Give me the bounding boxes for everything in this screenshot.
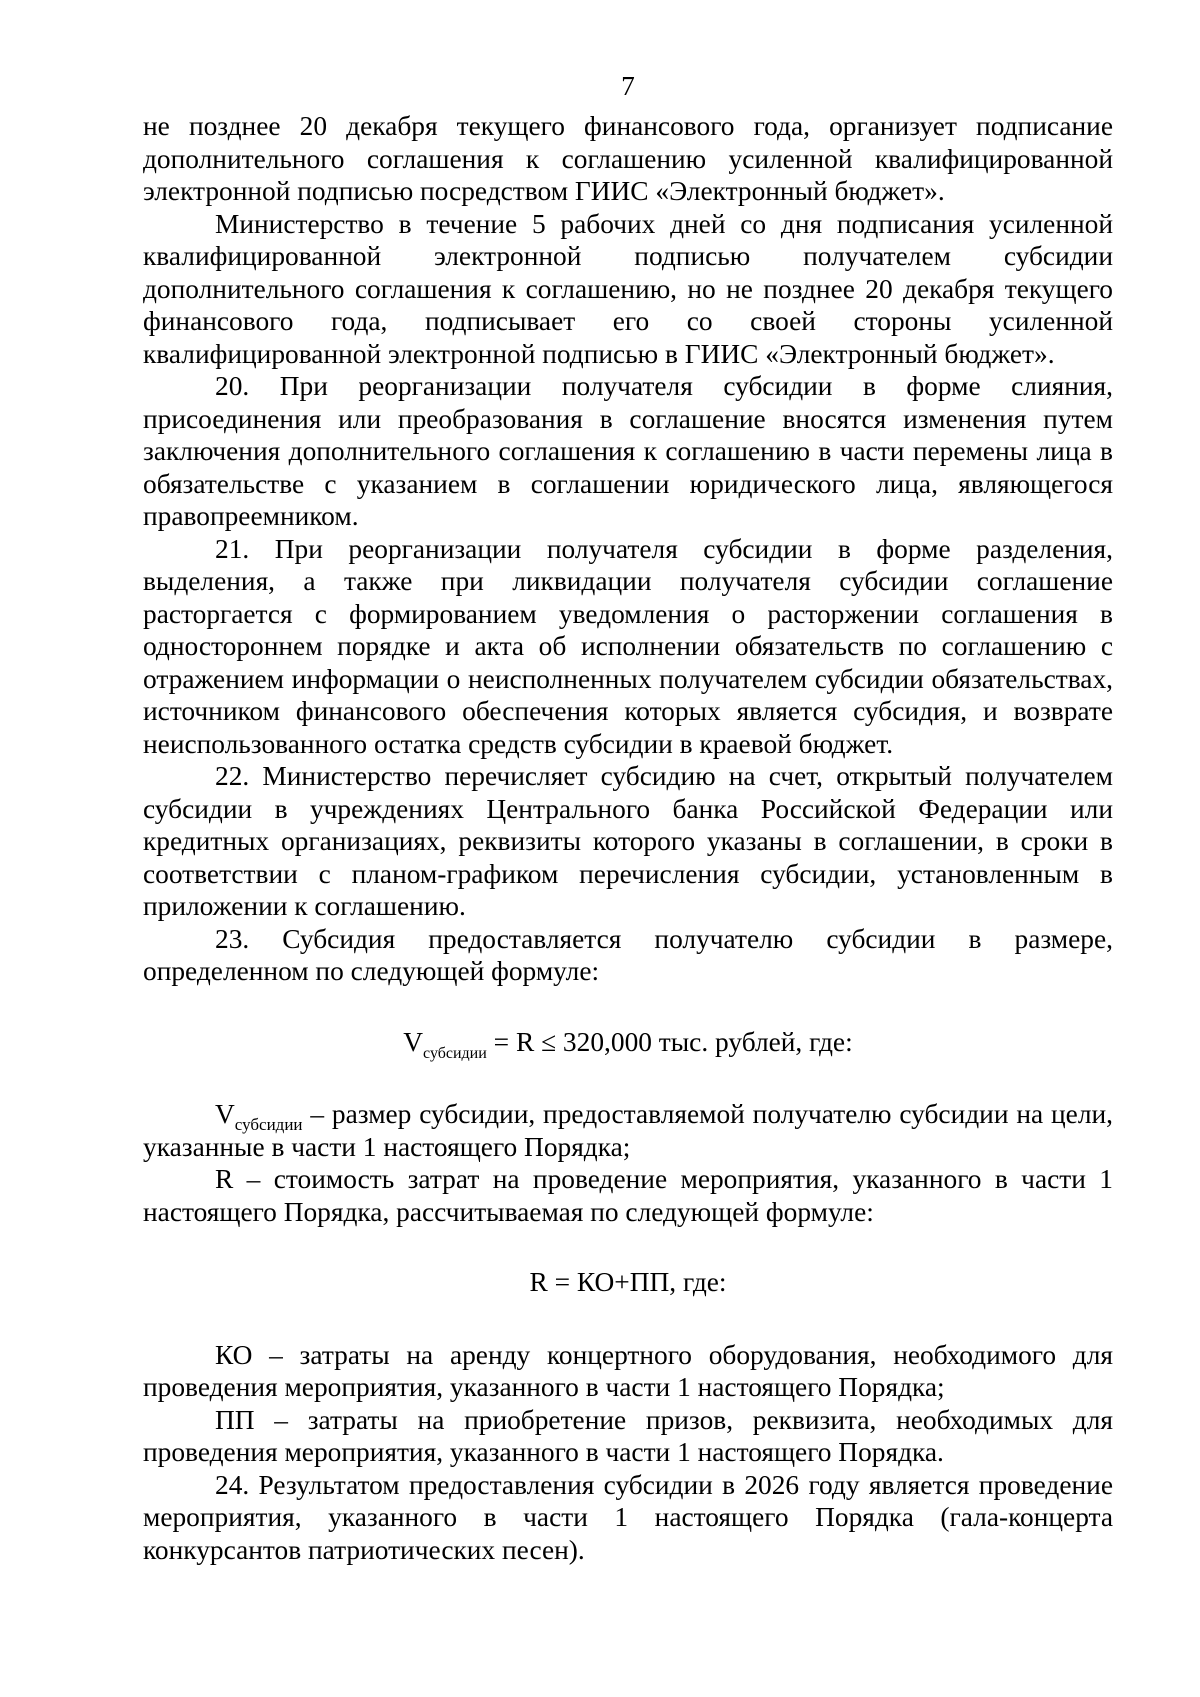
paragraph-24: 24. Результатом предоставления субсидии в 2026 году является проведение мероприятия, указанного в части 1 настоящего Порядка (гала-концерта конкурсантов патриотических песен). <box>143 1469 1113 1565</box>
definition-pp: ПП – затраты на приобретение призов, реквизита, необходимых для проведения мероприятия, указанного в части 1 настоящего Порядка. <box>143 1404 1113 1467</box>
definition-ko: КО – затраты на аренду концертного оборудования, необходимого для проведения мероприятия, указанного в части 1 настоящего Порядка; <box>143 1339 1113 1402</box>
definition-v-subsidy <box>143 1098 1113 1163</box>
document-page <box>143 70 1113 1566</box>
formula-subsidy-var: V <box>403 1026 424 1057</box>
formula-r: R = КО+ПП, где: <box>529 1267 727 1297</box>
definition-r: R – стоимость затрат на проведение мероприятия, указанного в части 1 настоящего Порядка, рассчитываемая по следующей формуле: <box>143 1164 1113 1227</box>
page-number: 7 <box>621 71 635 101</box>
definition-v-var: V <box>215 1099 235 1129</box>
definition-v-text: – размер субсидии, предоставляемой получателю субсидии на цели, указанные в части 1 настоящего Порядка; <box>143 1099 1113 1162</box>
paragraph-ministry-signing: Министерство в течение 5 рабочих дней со дня подписания усиленной квалифицированной электронной подписью получателем субсидии дополнительного соглашения к соглашению, но не позднее 20 декабря текущего финансового года, подписывает его со своей стороны усиленной квалифицированной электронной подписью в ГИИС «Электронный бюджет». <box>143 208 1113 369</box>
paragraph-continuation: не позднее 20 декабря текущего финансового года, организует подписание дополнительного соглашения к соглашению усиленной квалифицированной электронной подписью посредством ГИИС «Электронный бюджет». <box>143 111 1113 206</box>
paragraph-21: 21. При реорганизации получателя субсидии в форме разделения, выделения, а также при ликвидации получателя субсидии соглашение расторгается с формированием уведомления о расторжении соглашения в одностороннем порядке и акта об исполнении обязательств по соглашению с отражением информации о неисполненных получателем субсидии обязательствах, источником финансового обеспечения которых является субсидия, и возврате неиспользованного остатка средств субсидии в краевой бюджет. <box>143 533 1113 759</box>
formula-subsidy-rest: = R ≤ 320,000 тыс. рублей, где: <box>486 1026 853 1057</box>
formula-subsidy-subscript: субсидии <box>423 1044 487 1062</box>
paragraph-22: 22. Министерство перечисляет субсидию на счет, открытый получателем субсидии в учреждениях Центрального банка Российской Федерации или кредитных организациях, реквизиты которого указаны в соглашении, в сроки в соответствии с планом-графиком перечисления субсидии, установленным в приложении к соглашению. <box>143 761 1113 921</box>
paragraph-20: 20. При реорганизации получателя субсидии в форме слияния, присоединения или преобразования в соглашение вносятся изменения путем заключения дополнительного соглашения к соглашению в части перемены лица в обязательстве с указанием в соглашении юридического лица, являющегося правопреемником. <box>143 371 1113 531</box>
formula-subsidy <box>143 1026 1113 1062</box>
definition-v-subscript: субсидии <box>234 1115 303 1134</box>
paragraph-23: 23. Субсидия предоставляется получателю субсидии в размере, определенном по следующей формуле: <box>143 923 1113 986</box>
